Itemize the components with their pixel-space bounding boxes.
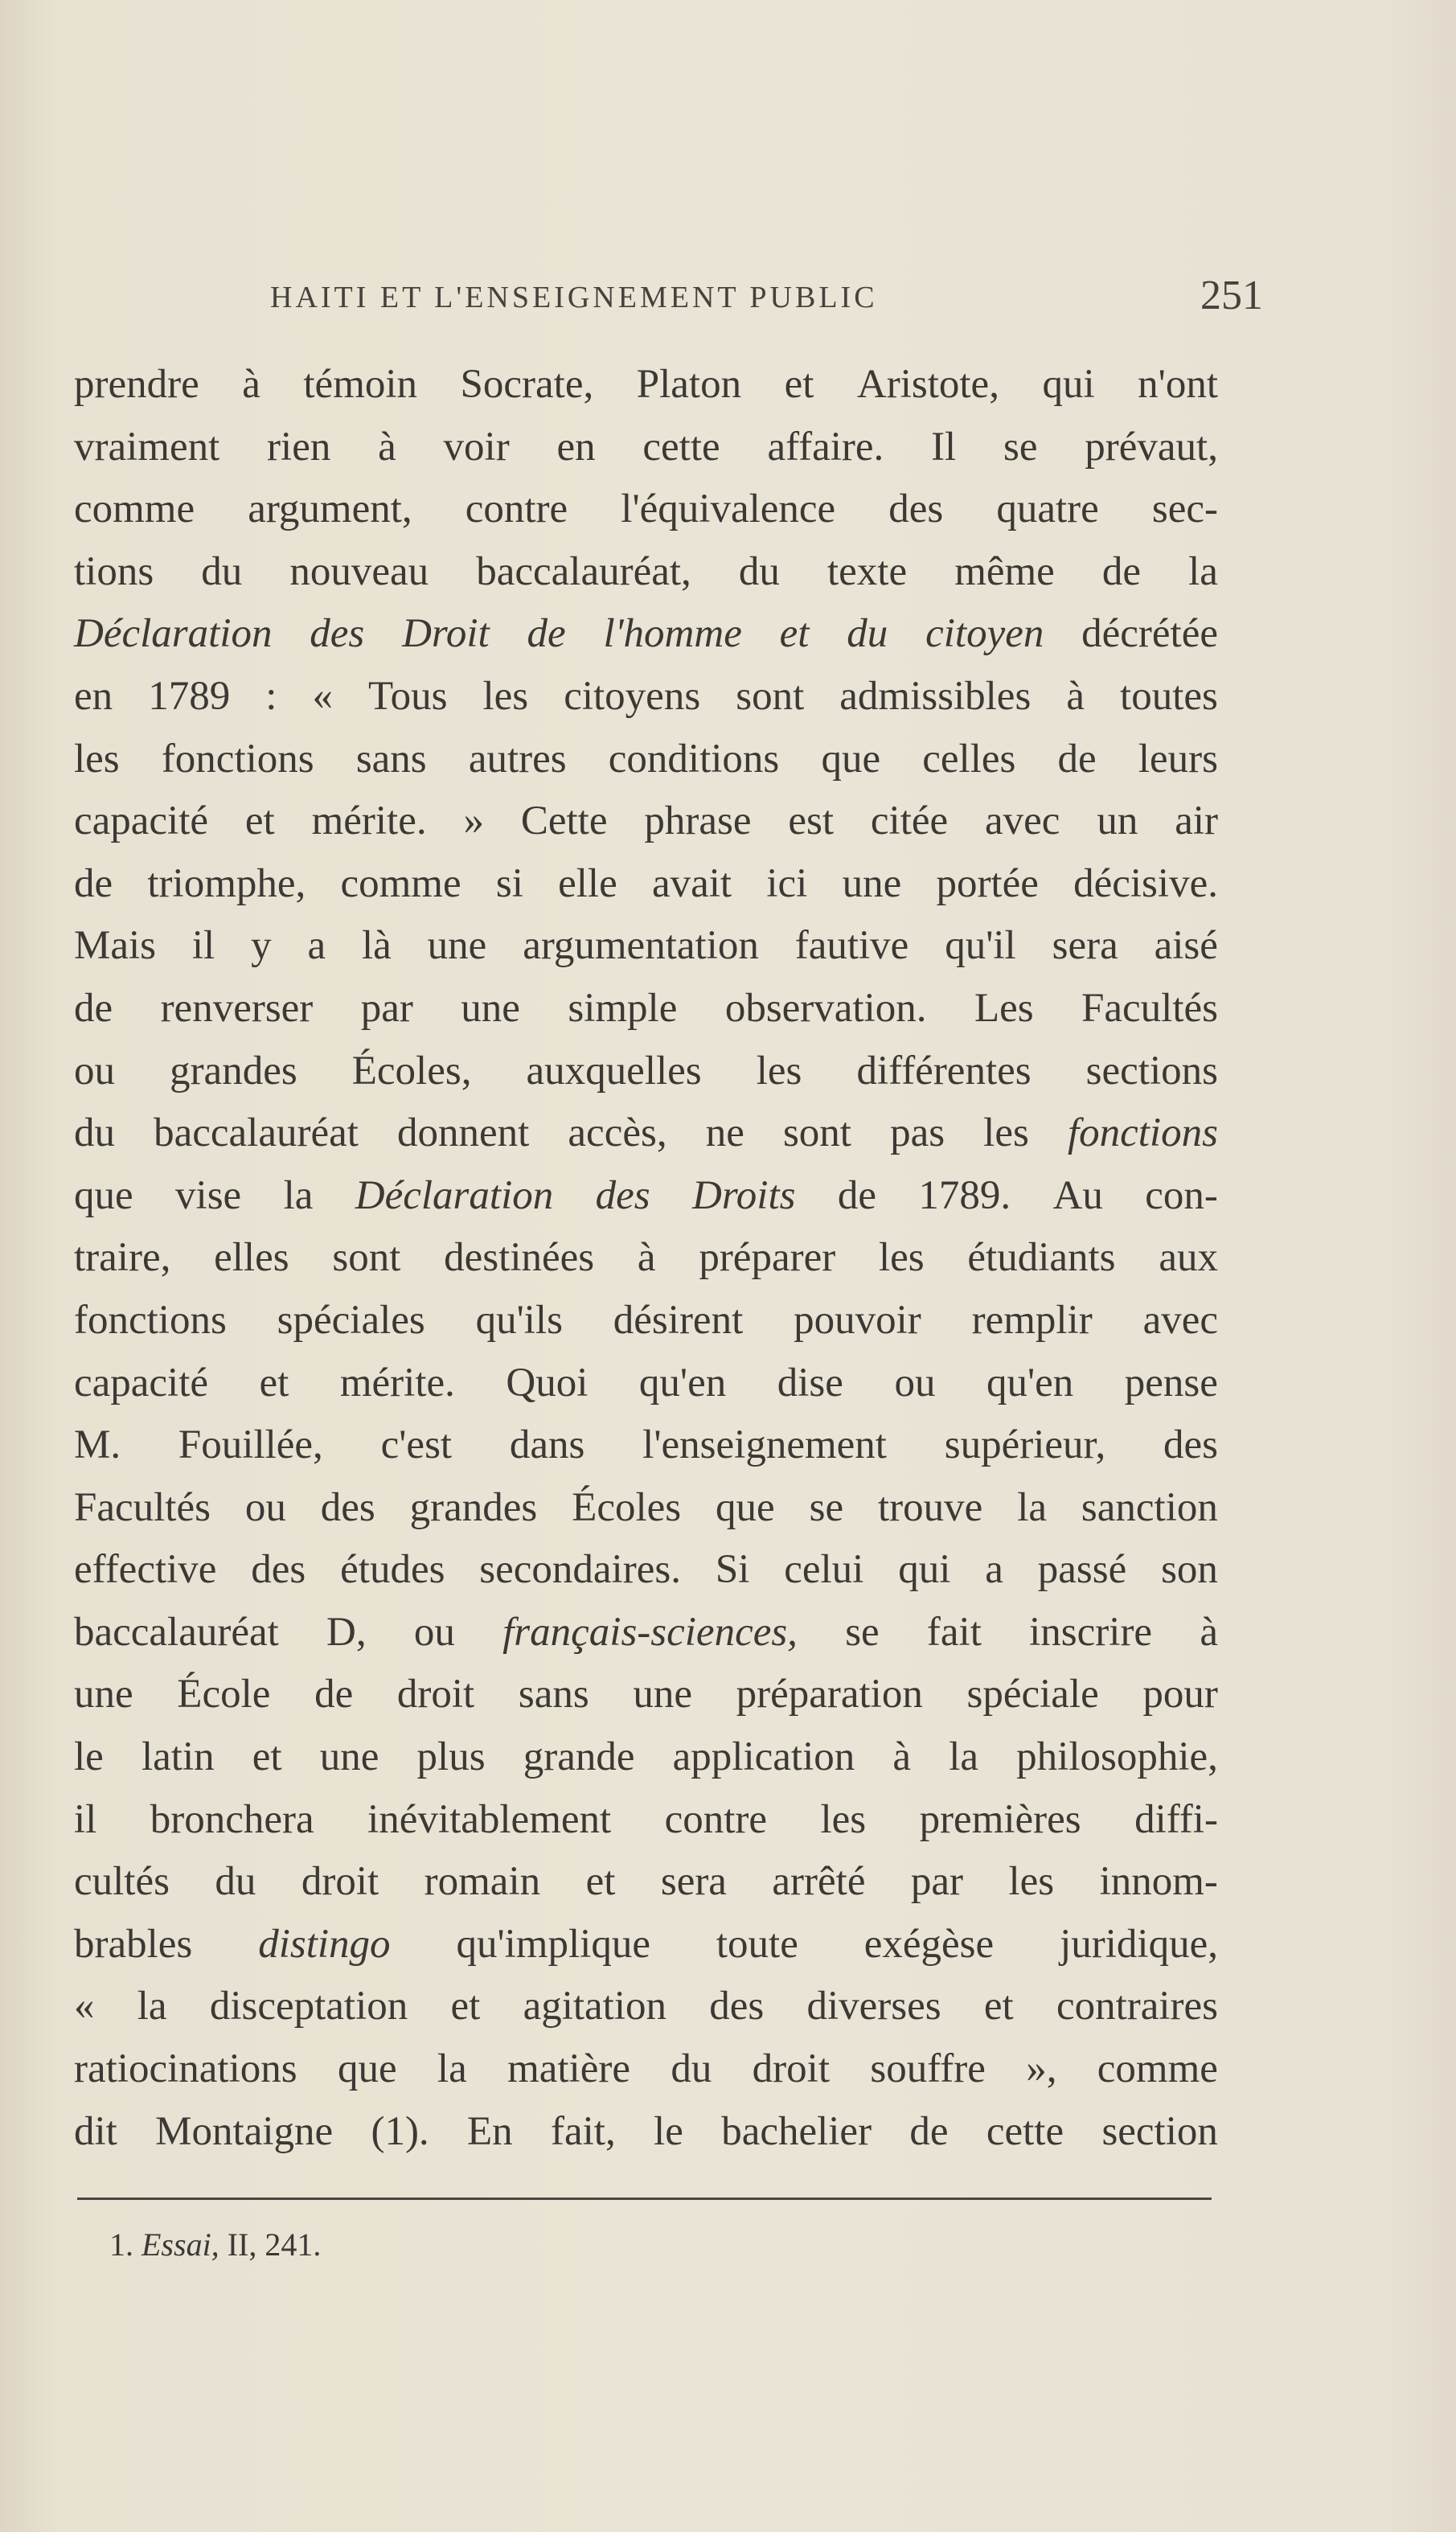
- word: brables: [74, 1921, 193, 1967]
- word: décisive.: [1073, 860, 1218, 906]
- word: à: [378, 424, 396, 470]
- word: rien: [267, 424, 331, 470]
- word: prendre: [74, 362, 199, 407]
- word: droit: [301, 1859, 379, 1905]
- word: ou: [244, 1484, 286, 1530]
- word: Facultés: [1081, 985, 1218, 1031]
- text-line: [74, 1789, 1218, 1852]
- word: qu'ils: [475, 1297, 563, 1343]
- word: sera: [660, 1859, 727, 1905]
- word: la: [437, 2046, 467, 2092]
- word: prévaut,: [1085, 424, 1218, 470]
- word: phrase: [644, 798, 752, 844]
- word: sera: [1052, 923, 1118, 969]
- word: sanction: [1081, 1484, 1218, 1530]
- word: aisé: [1154, 923, 1218, 969]
- word: École: [177, 1672, 271, 1717]
- word: portée: [936, 860, 1039, 906]
- text-line: [74, 2101, 1218, 2164]
- word: des: [1163, 1422, 1218, 1468]
- word: fonctions: [1067, 1110, 1218, 1156]
- word: et: [244, 798, 275, 844]
- word: Les: [974, 985, 1034, 1031]
- word: elle: [558, 860, 617, 906]
- word: se: [809, 1484, 844, 1530]
- word: celui: [784, 1547, 864, 1593]
- word: Droits: [692, 1172, 796, 1218]
- text-line: [74, 1040, 1218, 1103]
- word: remplir: [971, 1297, 1093, 1343]
- word: Quoi: [506, 1360, 589, 1406]
- word: des: [320, 1484, 375, 1530]
- word: agitation: [523, 1984, 667, 2029]
- word: baccalauréat: [74, 1609, 279, 1655]
- word: souffre: [870, 2046, 986, 2092]
- word: diverses: [806, 1984, 941, 2029]
- word: droit: [752, 2046, 830, 2092]
- word: citoyen: [925, 611, 1044, 657]
- footnote-source: Essai,: [141, 2226, 219, 2263]
- word: sont: [736, 673, 805, 719]
- word: M.: [74, 1422, 121, 1468]
- word: inscrire: [1029, 1609, 1153, 1655]
- word: contraires: [1056, 1984, 1218, 2029]
- word: droit: [396, 1672, 475, 1717]
- word: quatre: [996, 486, 1099, 532]
- text-line: [74, 1165, 1218, 1228]
- word: n'ont: [1138, 362, 1218, 407]
- word: «: [74, 1984, 95, 2029]
- word: triomphe,: [147, 860, 306, 906]
- text-line: [74, 790, 1218, 853]
- word: sont: [782, 1110, 851, 1156]
- word: capacité: [74, 798, 209, 844]
- text-line: [74, 1726, 1218, 1789]
- word: Fouillée,: [178, 1422, 323, 1468]
- word: conditions: [608, 736, 780, 782]
- word: les: [482, 673, 529, 719]
- word: cette: [642, 424, 720, 470]
- word: voir: [443, 424, 510, 470]
- footnote-reference: II, 241.: [227, 2226, 322, 2263]
- word: 1789: [148, 673, 231, 719]
- word: qu'il: [945, 923, 1016, 969]
- word: du: [738, 548, 780, 594]
- word: désirent: [613, 1297, 744, 1343]
- word: traire,: [74, 1235, 171, 1281]
- word: juridique,: [1060, 1921, 1218, 1967]
- word: »,: [1026, 2046, 1057, 2092]
- word: simple: [568, 985, 678, 1031]
- word: con-: [1145, 1172, 1218, 1218]
- word: «: [312, 673, 333, 719]
- word: Tous: [368, 673, 448, 719]
- word: premières: [919, 1796, 1081, 1842]
- text-line: [74, 915, 1218, 978]
- word: disceptation: [209, 1984, 408, 2029]
- word: que: [821, 736, 881, 782]
- text-line: [74, 2038, 1218, 2101]
- text-line: [74, 1664, 1218, 1726]
- word: sections: [1085, 1048, 1218, 1094]
- text-line: [74, 1414, 1218, 1477]
- text-line: [74, 1227, 1218, 1290]
- word: sont: [332, 1235, 401, 1281]
- word: comme: [74, 486, 195, 532]
- word: Facultés: [74, 1484, 211, 1530]
- text-line: [74, 853, 1218, 916]
- word: les: [820, 1796, 867, 1842]
- word: Écoles,: [351, 1048, 472, 1094]
- word: grande: [523, 1734, 635, 1780]
- word: et: [983, 1984, 1014, 2029]
- word: trouve: [877, 1484, 983, 1530]
- text-line: [74, 603, 1218, 666]
- word: citoyens: [564, 673, 701, 719]
- word: un: [1097, 798, 1138, 844]
- text-line: [74, 478, 1218, 541]
- word: plus: [416, 1734, 486, 1780]
- word: D,: [326, 1609, 367, 1655]
- word: il: [191, 923, 215, 969]
- word: par: [910, 1859, 964, 1905]
- word: Droit: [402, 611, 490, 657]
- word: la: [1188, 548, 1218, 594]
- word: des: [888, 486, 944, 532]
- text-line: [74, 728, 1218, 791]
- word: de: [1101, 548, 1142, 594]
- word: une: [319, 1734, 379, 1780]
- word: toutes: [1120, 673, 1218, 719]
- word: fait,: [551, 2108, 616, 2154]
- word: ou: [413, 1609, 455, 1655]
- word: donnent: [397, 1110, 530, 1156]
- word: à: [892, 1734, 912, 1780]
- word: qu'en: [638, 1360, 727, 1406]
- word: auxquelles: [526, 1048, 702, 1094]
- word: Montaigne: [155, 2108, 334, 2154]
- word: une: [633, 1672, 692, 1717]
- text-line: [74, 1976, 1218, 2038]
- word: vraiment: [74, 424, 220, 470]
- word: l'équivalence: [621, 486, 836, 532]
- word: celles: [922, 736, 1016, 782]
- word: effective: [74, 1547, 217, 1593]
- word: c'est: [380, 1422, 453, 1468]
- word: exégèse: [863, 1921, 995, 1967]
- word: la: [137, 1984, 167, 2029]
- word: mérite.: [339, 1360, 455, 1406]
- word: témoin: [303, 362, 418, 407]
- word: Aristote,: [856, 362, 999, 407]
- word: études: [340, 1547, 445, 1593]
- word: Cette: [520, 798, 608, 844]
- word: ne: [705, 1110, 744, 1156]
- word: fautive: [794, 923, 909, 969]
- word: bachelier: [721, 2108, 872, 2154]
- word: 1789.: [918, 1172, 1011, 1218]
- word: dit: [74, 2108, 117, 2154]
- word: y: [251, 923, 272, 969]
- word: renverser: [160, 985, 314, 1031]
- word: décrétée: [1081, 611, 1218, 657]
- word: spéciales: [277, 1297, 425, 1343]
- word: que: [337, 2046, 397, 2092]
- word: une: [74, 1672, 133, 1717]
- word: secondaires.: [479, 1547, 681, 1593]
- text-line: [74, 978, 1218, 1040]
- word: de: [837, 1172, 877, 1218]
- body-text: [74, 354, 1218, 2163]
- text-line: [74, 1851, 1218, 1914]
- word: dise: [777, 1360, 843, 1406]
- word: spéciale: [966, 1672, 1099, 1717]
- word: baccalauréat: [154, 1110, 359, 1156]
- word: le: [74, 1734, 104, 1780]
- word: »: [463, 798, 484, 844]
- word: a: [307, 923, 326, 969]
- text-line: [74, 1602, 1218, 1664]
- word: se: [845, 1609, 880, 1655]
- word: accès,: [568, 1110, 667, 1156]
- word: leurs: [1138, 736, 1218, 782]
- word: application: [672, 1734, 855, 1780]
- word: autres: [468, 736, 567, 782]
- word: est: [788, 798, 835, 844]
- word: du: [847, 611, 888, 657]
- word: des: [595, 1172, 650, 1218]
- word: baccalauréat,: [476, 548, 691, 594]
- word: même: [954, 548, 1055, 594]
- word: à: [1200, 1609, 1218, 1655]
- word: du: [74, 1110, 115, 1156]
- word: et: [252, 1734, 282, 1780]
- word: cette: [986, 2108, 1064, 2154]
- word: elles: [214, 1235, 289, 1281]
- word: grandes: [170, 1048, 297, 1094]
- word: là: [361, 923, 392, 969]
- word: comme: [340, 860, 461, 906]
- text-line: [74, 1477, 1218, 1540]
- word: de: [314, 1672, 354, 1717]
- word: avait: [651, 860, 732, 906]
- word: nouveau: [289, 548, 429, 594]
- word: une: [427, 923, 487, 969]
- word: préparer: [699, 1235, 836, 1281]
- text-line: [74, 1102, 1218, 1165]
- word: pour: [1142, 1672, 1218, 1717]
- word: et: [784, 362, 814, 407]
- word: de: [527, 611, 566, 657]
- word: fonctions: [161, 736, 314, 782]
- word: destinées: [444, 1235, 595, 1281]
- word: admissibles: [839, 673, 1032, 719]
- word: la: [1017, 1484, 1047, 1530]
- word: qu'implique: [456, 1921, 650, 1967]
- word: des: [310, 611, 365, 657]
- word: avec: [1142, 1297, 1218, 1343]
- text-line: [74, 666, 1218, 728]
- word: passé: [1037, 1547, 1127, 1593]
- word: pas: [890, 1110, 945, 1156]
- word: il: [74, 1796, 97, 1842]
- word: diffi-: [1134, 1796, 1218, 1842]
- word: du: [201, 548, 243, 594]
- word: toute: [716, 1921, 798, 1967]
- word: contre: [664, 1796, 768, 1842]
- word: les: [1008, 1859, 1055, 1905]
- word: du: [215, 1859, 256, 1905]
- word: air: [1175, 798, 1218, 844]
- word: aux: [1159, 1235, 1218, 1281]
- word: qui: [1042, 362, 1095, 407]
- word: par: [360, 985, 413, 1031]
- word: en: [74, 673, 113, 719]
- word: des: [709, 1984, 765, 2029]
- word: français-sciences,: [502, 1609, 798, 1655]
- word: philosophie,: [1016, 1734, 1218, 1780]
- word: Au: [1052, 1172, 1103, 1218]
- word: et: [450, 1984, 481, 2029]
- text-line: [74, 541, 1218, 604]
- word: Si: [715, 1547, 750, 1593]
- word: Mais: [74, 923, 156, 969]
- word: le: [654, 2108, 683, 2154]
- word: ici: [766, 860, 808, 906]
- word: que: [716, 1484, 775, 1530]
- word: et: [779, 611, 810, 657]
- word: du: [671, 2046, 712, 2092]
- word: les: [878, 1235, 925, 1281]
- word: latin: [141, 1734, 215, 1780]
- text-line: [74, 1352, 1218, 1415]
- word: mérite.: [311, 798, 427, 844]
- text-line: [74, 417, 1218, 479]
- word: de: [1057, 736, 1097, 782]
- word: l'enseignement: [642, 1422, 887, 1468]
- word: comme: [1097, 2046, 1218, 2092]
- word: différentes: [856, 1048, 1032, 1094]
- word: Déclaration: [355, 1172, 554, 1218]
- word: capacité: [74, 1360, 209, 1406]
- word: sec-: [1151, 486, 1218, 532]
- word: des: [251, 1547, 306, 1593]
- word: à: [242, 362, 260, 407]
- word: qu'en: [986, 1360, 1074, 1406]
- word: supérieur,: [944, 1422, 1106, 1468]
- word: vise: [175, 1172, 242, 1218]
- text-line: [74, 1290, 1218, 1352]
- word: grandes: [409, 1484, 538, 1530]
- word: Platon: [636, 362, 742, 407]
- word: ratiocinations: [74, 2046, 297, 2092]
- word: de: [909, 2108, 949, 2154]
- word: cultés: [74, 1859, 170, 1905]
- word: son: [1161, 1547, 1218, 1593]
- page-number: 251: [1200, 273, 1263, 318]
- word: que: [74, 1172, 133, 1218]
- word: Il: [931, 424, 957, 470]
- word: sans: [518, 1672, 589, 1717]
- word: se: [1003, 424, 1038, 470]
- word: romain: [424, 1859, 541, 1905]
- word: affaire.: [767, 424, 884, 470]
- word: et: [259, 1360, 289, 1406]
- word: les: [74, 736, 120, 782]
- word: argumentation: [523, 923, 759, 969]
- word: de: [74, 985, 113, 1031]
- word: une: [842, 860, 902, 906]
- word: préparation: [736, 1672, 923, 1717]
- text-line: [74, 1914, 1218, 1976]
- text-line: [74, 354, 1218, 417]
- word: Déclaration: [74, 611, 273, 657]
- word: les: [756, 1048, 802, 1094]
- word: si: [495, 860, 523, 906]
- word: pouvoir: [794, 1297, 921, 1343]
- word: a: [985, 1547, 1003, 1593]
- word: l'homme: [603, 611, 742, 657]
- text-line: [74, 1539, 1218, 1602]
- word: la: [949, 1734, 979, 1780]
- word: argument,: [248, 486, 412, 532]
- word: fait: [926, 1609, 982, 1655]
- word: matière: [507, 2046, 630, 2092]
- word: et: [585, 1859, 616, 1905]
- word: en: [556, 424, 596, 470]
- word: contre: [465, 486, 568, 532]
- word: :: [265, 673, 277, 719]
- word: innom-: [1099, 1859, 1218, 1905]
- footnote-number: 1.: [109, 2226, 133, 2263]
- word: inévitablement: [367, 1796, 612, 1842]
- word: dans: [509, 1422, 585, 1468]
- word: qui: [898, 1547, 951, 1593]
- word: avec: [985, 798, 1060, 844]
- word: fonctions: [74, 1297, 227, 1343]
- word: ou: [894, 1360, 936, 1406]
- word: En: [467, 2108, 513, 2154]
- word: une: [461, 985, 520, 1031]
- word: citée: [870, 798, 949, 844]
- word: pense: [1124, 1360, 1218, 1406]
- word: étudiants: [967, 1235, 1116, 1281]
- word: arrêté: [772, 1859, 866, 1905]
- footnote: [109, 2226, 321, 2263]
- footnote-rule: [77, 2198, 1212, 2200]
- word: Socrate,: [460, 362, 594, 407]
- running-head-title: HAITI ET L'ENSEIGNEMENT PUBLIC: [270, 281, 878, 314]
- word: les: [983, 1110, 1029, 1156]
- word: ou: [74, 1048, 115, 1094]
- word: à: [1066, 673, 1085, 719]
- word: distingo: [258, 1921, 391, 1967]
- word: (1).: [371, 2108, 429, 2154]
- word: de: [74, 860, 113, 906]
- word: tions: [74, 548, 154, 594]
- word: texte: [826, 548, 908, 594]
- word: section: [1101, 2108, 1218, 2154]
- word: la: [283, 1172, 314, 1218]
- running-head: [270, 272, 1263, 320]
- word: bronchera: [150, 1796, 314, 1842]
- word: Écoles: [572, 1484, 682, 1530]
- word: à: [637, 1235, 656, 1281]
- word: observation.: [724, 985, 927, 1031]
- word: sans: [355, 736, 427, 782]
